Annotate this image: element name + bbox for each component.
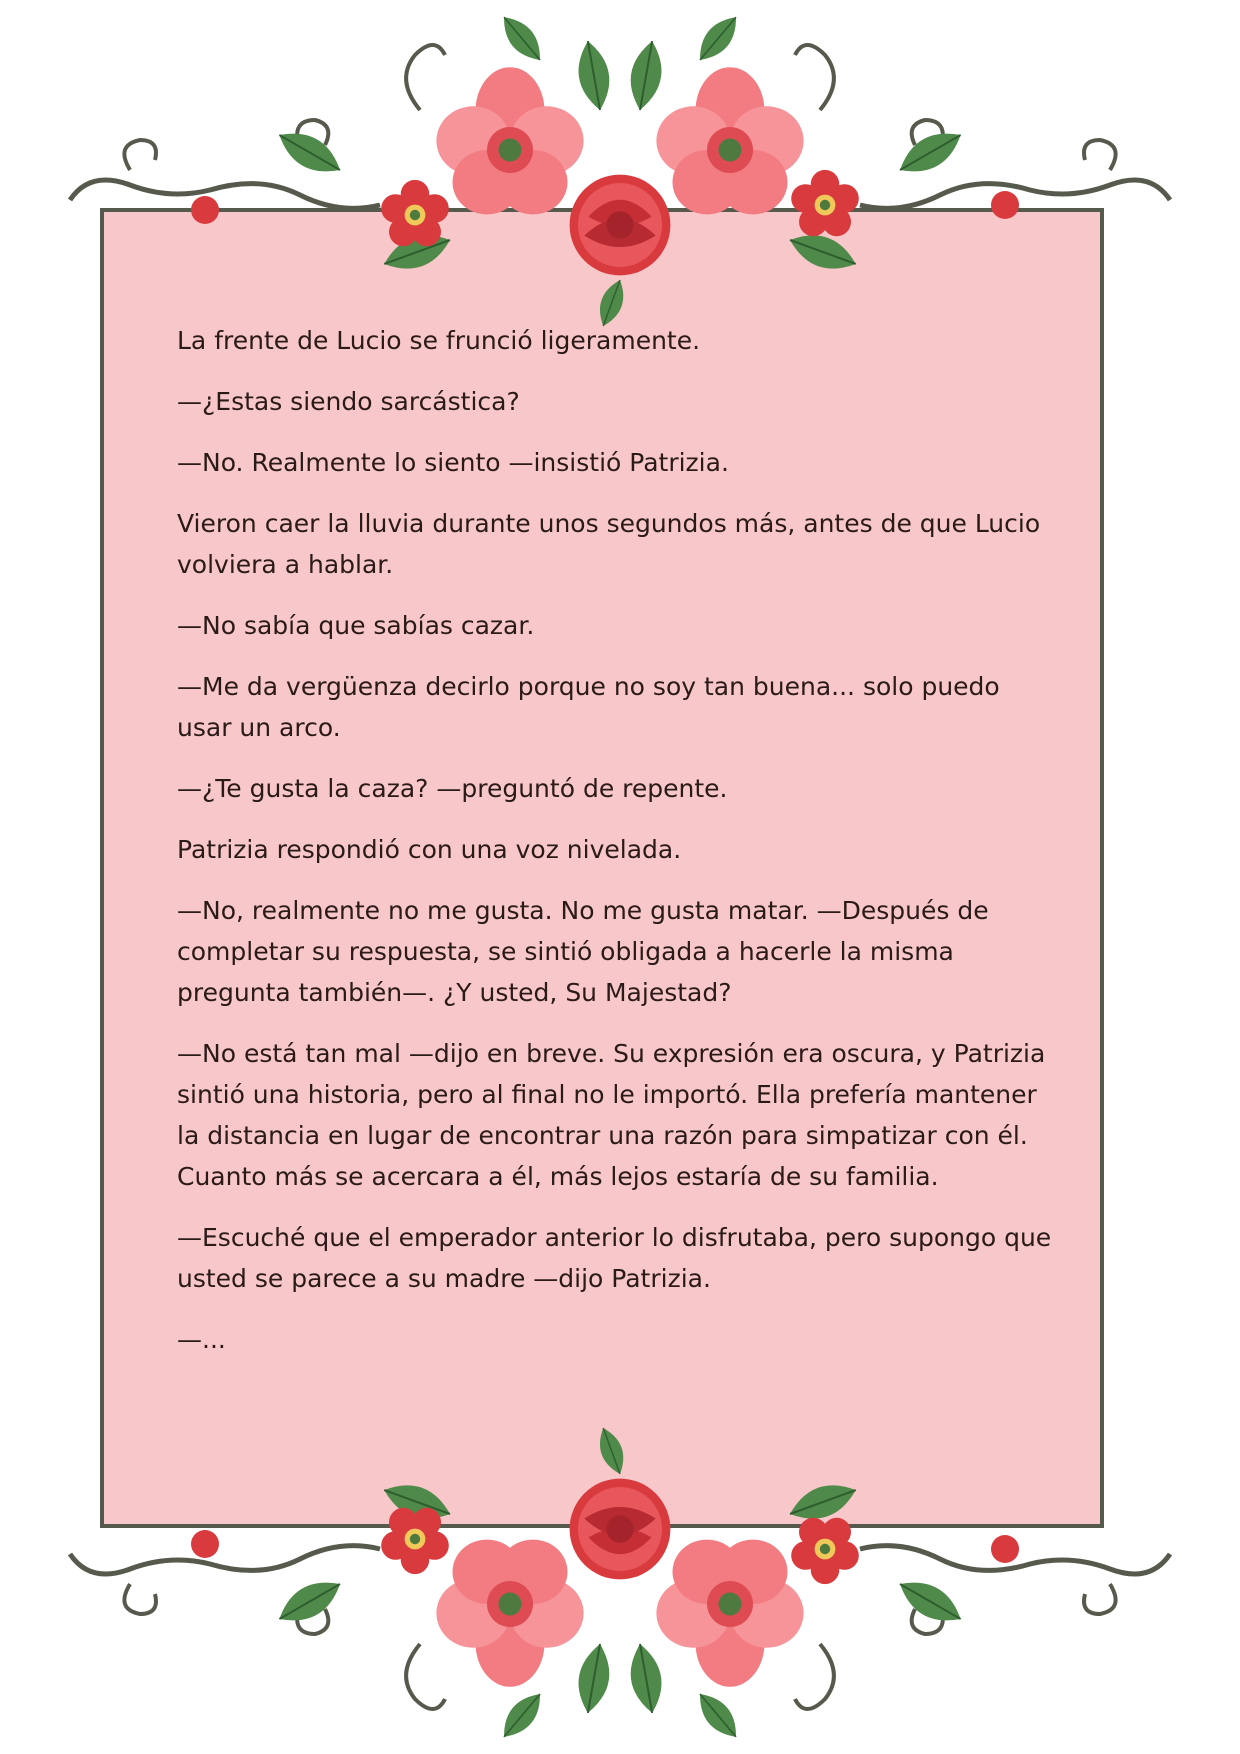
story-text: [177, 320, 1057, 1380]
paragraph: La frente de Lucio se frunció ligeramente.: [177, 326, 701, 355]
paragraph: —No. Realmente lo siento —insistió Patrizia.: [177, 448, 729, 477]
paragraph: —No, realmente no me gusta. No me gusta matar. —Después de completar su respuesta, se sintió obligada a hacerle la misma pregunta también—. ¿Y usted, Su Majestad?: [177, 896, 989, 1007]
floral-top-ornament: [0, 0, 1240, 340]
paragraph: —No sabía que sabías cazar.: [177, 611, 535, 640]
paragraph: —Escuché que el emperador anterior lo disfrutaba, pero supongo que usted se parece a su madre —dijo Patrizia.: [177, 1223, 1052, 1293]
paragraph: —¿Estas siendo sarcástica?: [177, 387, 520, 416]
paragraph: —¿Te gusta la caza? —preguntó de repente.: [177, 774, 728, 803]
paragraph: —No está tan mal —dijo en breve. Su expresión era oscura, y Patrizia sintió una historia, pero al final no le importó. Ella prefería mantener la distancia en lugar de encontrar una razón para simpatizar con él. Cuanto más se acercara a él, más lejos estaría de su familia.: [177, 1039, 1046, 1191]
paragraph: —Me da vergüenza decirlo porque no soy tan buena... solo puedo usar un arco.: [177, 672, 1000, 742]
floral-bottom-ornament: [0, 1414, 1240, 1754]
paragraph: Patrizia respondió con una voz nivelada.: [177, 835, 682, 864]
paragraph: —...: [177, 1325, 226, 1354]
paragraph: Vieron caer la lluvia durante unos segundos más, antes de que Lucio volviera a hablar.: [177, 509, 1041, 579]
